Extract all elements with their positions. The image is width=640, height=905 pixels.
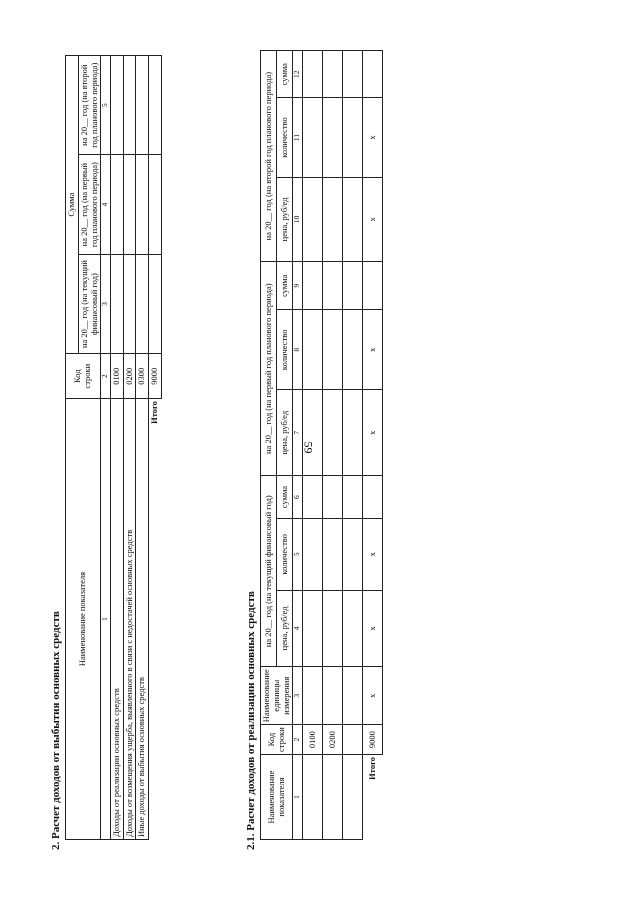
- num-cell: 11: [293, 98, 303, 177]
- value-cell[interactable]: [302, 590, 322, 667]
- value-cell[interactable]: [342, 667, 362, 725]
- num-cell: 5: [293, 518, 303, 590]
- row-name: [342, 755, 362, 840]
- col-name: Наименование показателя: [66, 399, 101, 840]
- value-cell[interactable]: [362, 476, 382, 519]
- num-cell: 4: [293, 590, 303, 667]
- row-code: 0100: [110, 354, 123, 399]
- row-name: Доходы от возмещения ущерба, выявленного в связи с недостачей основных средств: [123, 399, 136, 840]
- value-cell[interactable]: [322, 262, 342, 310]
- col-year-3: на 20__ год (на второй год планового периода): [78, 56, 101, 155]
- value-cell[interactable]: [149, 155, 162, 254]
- row-code: 0300: [136, 354, 149, 399]
- value-cell[interactable]: [302, 98, 322, 177]
- total-code: 9000: [149, 354, 162, 399]
- value-cell[interactable]: [322, 476, 342, 519]
- value-cell[interactable]: [302, 177, 322, 262]
- col-code: Код строки: [261, 725, 293, 755]
- col-qty: количество: [277, 310, 293, 390]
- num-cell: 12: [293, 51, 303, 98]
- row-name: [302, 755, 322, 840]
- table-row: [322, 51, 342, 840]
- col-year-2: на 20__ год (на первый год планового периода): [261, 262, 277, 476]
- row-code: 0100: [302, 725, 322, 755]
- col-code: Код строки: [66, 354, 101, 399]
- value-cell[interactable]: [123, 254, 136, 353]
- col-price: цена, руб/ед: [277, 590, 293, 667]
- row-code: 0200: [123, 354, 136, 399]
- row-code: [342, 725, 362, 755]
- num-cell: 6: [293, 476, 303, 519]
- table-row: [136, 56, 149, 840]
- col-year-3: на 20__ год (на второй год планового периода): [261, 51, 277, 262]
- x-cell: x: [362, 310, 382, 390]
- num-cell: 7: [293, 390, 303, 476]
- value-cell[interactable]: [302, 390, 322, 476]
- num-cell: 8: [293, 310, 303, 390]
- num-cell: 4: [101, 155, 111, 254]
- value-cell[interactable]: [110, 56, 123, 155]
- value-cell[interactable]: [322, 667, 342, 725]
- value-cell[interactable]: [302, 51, 322, 98]
- num-cell: 5: [101, 56, 111, 155]
- value-cell[interactable]: [322, 51, 342, 98]
- value-cell[interactable]: [302, 667, 322, 725]
- value-cell[interactable]: [110, 254, 123, 353]
- value-cell[interactable]: [322, 98, 342, 177]
- col-sum: Сумма: [66, 56, 79, 354]
- value-cell[interactable]: [302, 518, 322, 590]
- value-cell[interactable]: [342, 590, 362, 667]
- total-row: [149, 56, 162, 840]
- num-cell: 2: [293, 725, 303, 755]
- num-cell: 3: [293, 667, 303, 725]
- col-sum: сумма: [277, 476, 293, 519]
- x-cell: x: [362, 590, 382, 667]
- value-cell[interactable]: [362, 262, 382, 310]
- value-cell[interactable]: [136, 155, 149, 254]
- section-2-1-heading: 2.1. Расчет доходов от реализации основных средств: [245, 591, 257, 850]
- x-cell: x: [362, 177, 382, 262]
- num-cell: 9: [293, 262, 303, 310]
- col-price: цена, руб/ед: [277, 390, 293, 476]
- col-qty: количество: [277, 98, 293, 177]
- value-cell[interactable]: [322, 518, 342, 590]
- col-year-2: на 20__ год (на первый год планового периода): [78, 155, 101, 254]
- value-cell[interactable]: [342, 390, 362, 476]
- value-cell[interactable]: [302, 262, 322, 310]
- num-cell: 10: [293, 177, 303, 262]
- x-cell: x: [362, 98, 382, 177]
- value-cell[interactable]: [149, 56, 162, 155]
- value-cell[interactable]: [322, 177, 342, 262]
- x-cell: x: [362, 518, 382, 590]
- value-cell[interactable]: [322, 390, 342, 476]
- value-cell[interactable]: [342, 310, 362, 390]
- value-cell[interactable]: [342, 476, 362, 519]
- value-cell[interactable]: [302, 476, 322, 519]
- value-cell[interactable]: [342, 51, 362, 98]
- total-label: Итого: [149, 399, 162, 840]
- col-unit: Наименование единицы измерения: [261, 667, 293, 725]
- col-sum: сумма: [277, 51, 293, 98]
- table-row: [302, 51, 322, 840]
- value-cell[interactable]: [322, 590, 342, 667]
- value-cell[interactable]: [342, 262, 362, 310]
- col-year-1: на 20__ год (на текущий финансовый год): [78, 254, 101, 353]
- row-name: Доходы от реализации основных средств: [110, 399, 123, 840]
- value-cell[interactable]: [136, 254, 149, 353]
- num-cell: 1: [293, 755, 303, 840]
- total-label: Итого: [362, 755, 382, 840]
- value-cell[interactable]: [322, 310, 342, 390]
- section-2-table: [65, 55, 162, 840]
- value-cell[interactable]: [123, 56, 136, 155]
- col-name: Наименование показателя: [261, 755, 293, 840]
- value-cell[interactable]: [136, 56, 149, 155]
- table-row: [110, 56, 123, 840]
- num-cell: 3: [101, 254, 111, 353]
- table-row: [342, 51, 362, 840]
- col-sum: сумма: [277, 262, 293, 310]
- total-row: [362, 51, 382, 840]
- row-name: [322, 755, 342, 840]
- value-cell[interactable]: [123, 155, 136, 254]
- row-name: Иные доходы от выбытия основных средств: [136, 399, 149, 840]
- value-cell[interactable]: [302, 310, 322, 390]
- value-cell[interactable]: [110, 155, 123, 254]
- num-cell: 1: [101, 399, 111, 840]
- col-year-1: на 20__ год (на текущий финансовый год): [261, 476, 277, 667]
- value-cell[interactable]: [342, 98, 362, 177]
- section-2-1-table: [260, 50, 383, 840]
- x-cell: x: [362, 390, 382, 476]
- num-cell: 2: [101, 354, 111, 399]
- col-qty: количество: [277, 518, 293, 590]
- section-2-heading: 2. Расчет доходов от выбытия основных средств: [50, 611, 62, 850]
- col-price: цена, руб/ед: [277, 177, 293, 262]
- x-cell: x: [362, 667, 382, 725]
- value-cell[interactable]: [342, 518, 362, 590]
- row-code: 0200: [322, 725, 342, 755]
- value-cell[interactable]: [149, 254, 162, 353]
- total-code: 9000: [362, 725, 382, 755]
- value-cell[interactable]: [362, 51, 382, 98]
- value-cell[interactable]: [342, 177, 362, 262]
- table-row: [123, 56, 136, 840]
- page-number: 59: [301, 441, 316, 454]
